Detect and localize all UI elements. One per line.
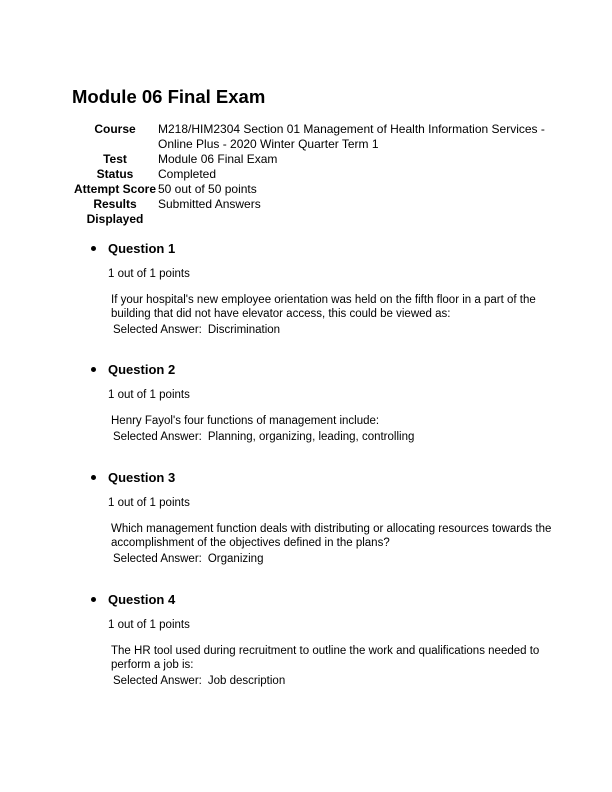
selected-answer-value: Planning, organizing, leading, controlling xyxy=(207,431,415,443)
selected-answer xyxy=(113,324,568,336)
question-item xyxy=(88,591,568,687)
details-row-course xyxy=(72,122,552,152)
page-title: Module 06 Final Exam xyxy=(72,86,266,107)
question-text: If your hospital's new employee orientation was held on the fifth floor in a part of the building that did not have elevator access, this could be viewed as: xyxy=(111,294,536,320)
question-points: 1 out of 1 points xyxy=(108,268,190,280)
details-value: 50 out of 50 points xyxy=(158,182,257,196)
details-value: Submitted Answers xyxy=(158,197,261,211)
details-label: Course xyxy=(94,122,136,136)
selected-answer xyxy=(113,553,568,565)
selected-answer-label: Selected Answer: xyxy=(113,324,202,336)
details-label: Attempt Score xyxy=(73,182,156,196)
selected-answer-value: Job description xyxy=(207,675,286,687)
selected-answer xyxy=(113,431,568,443)
question-item xyxy=(88,361,568,443)
details-row-attempt-score xyxy=(72,182,552,197)
details-row-status xyxy=(72,167,552,182)
question-item xyxy=(88,240,568,336)
details-value: Module 06 Final Exam xyxy=(158,152,278,166)
details-value: Completed xyxy=(158,167,217,181)
question-item xyxy=(88,469,568,565)
selected-answer-label: Selected Answer: xyxy=(113,675,202,687)
question-points: 1 out of 1 points xyxy=(108,389,190,401)
details-label: Test xyxy=(103,152,127,166)
selected-answer xyxy=(113,675,568,687)
question-title: Question 2 xyxy=(108,361,176,377)
question-points: 1 out of 1 points xyxy=(108,619,190,631)
selected-answer-value: Discrimination xyxy=(207,324,281,336)
selected-answer-value: Organizing xyxy=(207,553,264,565)
bullet-icon xyxy=(91,367,96,372)
question-title: Question 1 xyxy=(108,240,176,256)
details-value: M218/HIM2304 Section 01 Management of Health Information Services - Online Plus - 2020 Winter Quarter Term 1 xyxy=(158,122,545,151)
details-label: Status xyxy=(96,167,134,181)
question-title: Question 3 xyxy=(108,469,176,485)
bullet-icon xyxy=(91,597,96,602)
question-points: 1 out of 1 points xyxy=(108,497,190,509)
selected-answer-label: Selected Answer: xyxy=(113,431,202,443)
bullet-icon xyxy=(91,246,96,251)
question-text: Which management function deals with distributing or allocating resources towards the accomplishment of the objectives defined in the plans? xyxy=(111,523,552,549)
bullet-icon xyxy=(91,475,96,480)
details-row-results-displayed xyxy=(72,197,552,227)
details-row-test xyxy=(72,152,552,167)
selected-answer-label: Selected Answer: xyxy=(113,553,202,565)
question-text: The HR tool used during recruitment to outline the work and qualifications needed to perform a job is: xyxy=(111,645,540,671)
question-text: Henry Fayol's four functions of management include: xyxy=(111,415,380,427)
details-label: Results Displayed xyxy=(86,197,144,226)
exam-details-table xyxy=(72,122,552,227)
question-title: Question 4 xyxy=(108,591,176,607)
